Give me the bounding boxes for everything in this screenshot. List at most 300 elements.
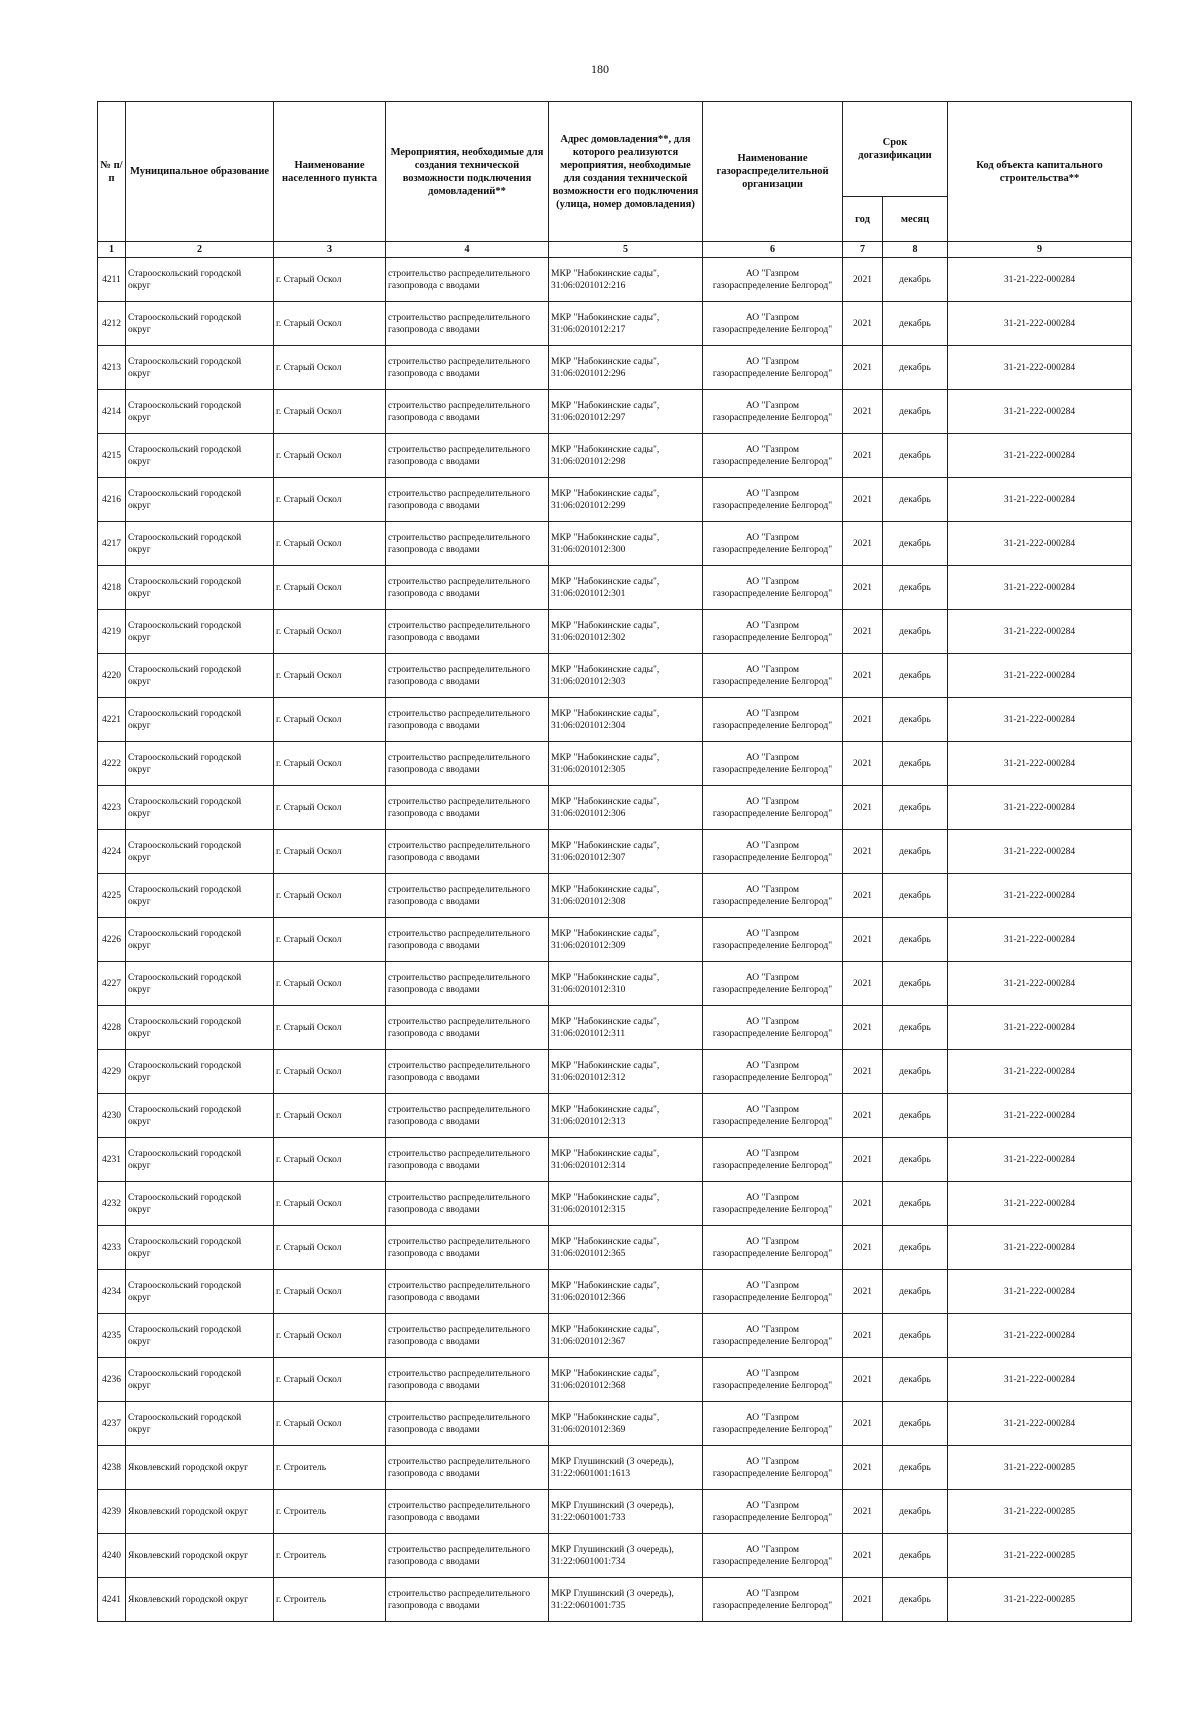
cell-municipality-line-2: округ	[128, 1424, 151, 1435]
cell-municipality-line-1: Яковлевский городской округ	[128, 1506, 249, 1517]
cell-locality: г. Старый Оскол	[274, 566, 386, 610]
cell-object-code: 31-21-222-000285	[948, 1534, 1132, 1578]
cell-activity	[386, 1182, 549, 1226]
header-num: № п/п	[98, 102, 126, 242]
cell-organization-line-2: газораспределение Белгород"	[712, 940, 833, 951]
cell-municipality	[126, 874, 274, 918]
cell-address	[549, 1226, 703, 1270]
cell-activity-line-2: газопровода с вводами	[388, 940, 480, 951]
cell-address	[549, 962, 703, 1006]
cell-object-code: 31-21-222-000284	[948, 1226, 1132, 1270]
cell-address	[549, 258, 703, 302]
cell-organization	[703, 1226, 843, 1270]
cell-municipality	[126, 830, 274, 874]
cell-address-line-2: 31:06:0201012:315	[551, 1204, 626, 1215]
cell-locality: г. Старый Оскол	[274, 478, 386, 522]
table-row	[98, 1226, 1132, 1270]
cell-organization-line-2: газораспределение Белгород"	[712, 1468, 833, 1479]
cell-municipality-line-1: Старооскольский городской	[128, 400, 242, 411]
cell-activity	[386, 258, 549, 302]
cell-object-code: 31-21-222-000284	[948, 698, 1132, 742]
cell-object-code: 31-21-222-000285	[948, 1446, 1132, 1490]
cell-activity-line-2: газопровода с вводами	[388, 1204, 480, 1215]
cell-month: декабрь	[883, 522, 948, 566]
cell-month: декабрь	[883, 566, 948, 610]
cell-row-number: 4229	[98, 1050, 126, 1094]
cell-organization-line-1: АО "Газпром	[745, 1368, 800, 1379]
table-row	[98, 742, 1132, 786]
cell-month: декабрь	[883, 1270, 948, 1314]
cell-activity-line-1: строительство распределительного	[388, 972, 531, 983]
cell-address-line-1: МКР "Набокинские сады",	[551, 356, 660, 367]
cell-address-line-2: 31:06:0201012:296	[551, 368, 626, 379]
cell-municipality	[126, 1270, 274, 1314]
cell-organization-line-2: газораспределение Белгород"	[712, 1248, 833, 1259]
cell-organization	[703, 258, 843, 302]
cell-municipality-line-2: округ	[128, 544, 151, 555]
cell-organization	[703, 698, 843, 742]
cell-activity-line-1: строительство распределительного	[388, 796, 531, 807]
cell-address-line-2: 31:06:0201012:368	[551, 1380, 626, 1391]
header-municipality: Муниципальное образование	[126, 102, 274, 242]
cell-municipality	[126, 566, 274, 610]
cell-activity-line-1: строительство распределительного	[388, 312, 531, 323]
cell-organization	[703, 874, 843, 918]
table-row	[98, 1138, 1132, 1182]
cell-locality: г. Старый Оскол	[274, 962, 386, 1006]
cell-organization-line-2: газораспределение Белгород"	[712, 1028, 833, 1039]
cell-address-line-1: МКР "Набокинские сады",	[551, 1104, 660, 1115]
cell-address-line-1: МКР "Набокинские сады",	[551, 1236, 660, 1247]
header-locality: Наименование населенного пункта	[274, 102, 386, 242]
cell-activity	[386, 522, 549, 566]
cell-organization	[703, 1534, 843, 1578]
cell-activity-line-1: строительство распределительного	[388, 1324, 531, 1335]
cell-address-line-2: 31:22:0601001:1613	[551, 1468, 631, 1479]
cell-address	[549, 478, 703, 522]
table-row	[98, 1006, 1132, 1050]
cell-organization-line-2: газораспределение Белгород"	[712, 588, 833, 599]
cell-organization	[703, 1402, 843, 1446]
cell-address	[549, 698, 703, 742]
cell-organization-line-2: газораспределение Белгород"	[712, 412, 833, 423]
cell-organization	[703, 918, 843, 962]
cell-municipality	[126, 698, 274, 742]
table-row	[98, 1402, 1132, 1446]
cell-month: декабрь	[883, 698, 948, 742]
table-row	[98, 1490, 1132, 1534]
cell-activity	[386, 1226, 549, 1270]
cell-activity	[386, 962, 549, 1006]
cell-organization	[703, 1006, 843, 1050]
table-row	[98, 610, 1132, 654]
cell-municipality	[126, 654, 274, 698]
cell-month: декабрь	[883, 302, 948, 346]
cell-year: 2021	[843, 1578, 883, 1622]
table-header-row	[98, 102, 1132, 197]
cell-municipality-line-1: Старооскольский городской	[128, 664, 242, 675]
cell-object-code: 31-21-222-000284	[948, 654, 1132, 698]
cell-organization-line-1: АО "Газпром	[745, 1324, 800, 1335]
cell-year: 2021	[843, 830, 883, 874]
cell-month: декабрь	[883, 434, 948, 478]
cell-activity-line-2: газопровода с вводами	[388, 764, 480, 775]
table-row	[98, 830, 1132, 874]
cell-address	[549, 786, 703, 830]
cell-municipality-line-1: Старооскольский городской	[128, 796, 242, 807]
cell-activity-line-1: строительство распределительного	[388, 444, 531, 455]
cell-object-code: 31-21-222-000284	[948, 742, 1132, 786]
cell-organization-line-1: АО "Газпром	[745, 1148, 800, 1159]
cell-activity	[386, 390, 549, 434]
cell-municipality	[126, 1094, 274, 1138]
cell-locality: г. Строитель	[274, 1534, 386, 1578]
cell-object-code: 31-21-222-000284	[948, 566, 1132, 610]
cell-address-line-1: МКР "Набокинские сады",	[551, 576, 660, 587]
cell-address-line-1: МКР "Набокинские сады",	[551, 708, 660, 719]
cell-locality: г. Старый Оскол	[274, 346, 386, 390]
cell-activity	[386, 1094, 549, 1138]
cell-activity	[386, 1006, 549, 1050]
cell-address	[549, 1270, 703, 1314]
cell-organization-line-2: газораспределение Белгород"	[712, 324, 833, 335]
table-row	[98, 566, 1132, 610]
cell-address	[549, 566, 703, 610]
cell-address-line-2: 31:06:0201012:308	[551, 896, 626, 907]
cell-organization-line-2: газораспределение Белгород"	[712, 456, 833, 467]
cell-object-code: 31-21-222-000284	[948, 1314, 1132, 1358]
column-number: 7	[843, 242, 883, 258]
cell-organization	[703, 1094, 843, 1138]
cell-month: декабрь	[883, 1006, 948, 1050]
cell-locality: г. Строитель	[274, 1578, 386, 1622]
cell-organization-line-2: газораспределение Белгород"	[712, 764, 833, 775]
cell-activity-line-2: газопровода с вводами	[388, 720, 480, 731]
cell-address	[549, 918, 703, 962]
cell-year: 2021	[843, 742, 883, 786]
cell-activity-line-2: газопровода с вводами	[388, 1116, 480, 1127]
cell-organization-line-1: АО "Газпром	[745, 1544, 800, 1555]
cell-municipality-line-1: Яковлевский городской округ	[128, 1594, 249, 1605]
cell-activity	[386, 1402, 549, 1446]
cell-address	[549, 1182, 703, 1226]
cell-organization	[703, 1358, 843, 1402]
cell-organization-line-1: АО "Газпром	[745, 796, 800, 807]
cell-address-line-1: МКР "Набокинские сады",	[551, 884, 660, 895]
cell-address	[549, 874, 703, 918]
cell-address-line-2: 31:22:0601001:735	[551, 1600, 626, 1611]
cell-organization-line-1: АО "Газпром	[745, 928, 800, 939]
cell-activity-line-1: строительство распределительного	[388, 840, 531, 851]
cell-municipality	[126, 302, 274, 346]
cell-address-line-2: 31:06:0201012:301	[551, 588, 626, 599]
cell-locality: г. Старый Оскол	[274, 610, 386, 654]
cell-organization	[703, 346, 843, 390]
cell-address-line-1: МКР "Набокинские сады",	[551, 1412, 660, 1423]
cell-activity-line-2: газопровода с вводами	[388, 368, 480, 379]
cell-activity-line-2: газопровода с вводами	[388, 456, 480, 467]
cell-locality: г. Старый Оскол	[274, 918, 386, 962]
cell-month: декабрь	[883, 1050, 948, 1094]
cell-municipality-line-1: Старооскольский городской	[128, 268, 242, 279]
cell-organization-line-2: газораспределение Белгород"	[712, 984, 833, 995]
cell-organization	[703, 786, 843, 830]
cell-address	[549, 1094, 703, 1138]
cell-address	[549, 1358, 703, 1402]
cell-organization	[703, 654, 843, 698]
cell-municipality-line-2: округ	[128, 852, 151, 863]
cell-month: декабрь	[883, 654, 948, 698]
cell-address	[549, 610, 703, 654]
table-row	[98, 522, 1132, 566]
cell-activity-line-1: строительство распределительного	[388, 400, 531, 411]
cell-activity-line-1: строительство распределительного	[388, 1588, 531, 1599]
cell-address-line-2: 31:06:0201012:303	[551, 676, 626, 687]
cell-organization-line-1: АО "Газпром	[745, 576, 800, 587]
cell-row-number: 4241	[98, 1578, 126, 1622]
cell-object-code: 31-21-222-000284	[948, 918, 1132, 962]
cell-organization	[703, 962, 843, 1006]
cell-month: декабрь	[883, 1226, 948, 1270]
cell-activity	[386, 698, 549, 742]
cell-municipality-line-1: Старооскольский городской	[128, 1060, 242, 1071]
cell-year: 2021	[843, 874, 883, 918]
cell-row-number: 4231	[98, 1138, 126, 1182]
cell-address-line-2: 31:06:0201012:310	[551, 984, 626, 995]
cell-activity-line-2: газопровода с вводами	[388, 324, 480, 335]
cell-address-line-1: МКР "Набокинские сады",	[551, 444, 660, 455]
cell-row-number: 4226	[98, 918, 126, 962]
cell-activity	[386, 566, 549, 610]
cell-municipality-line-2: округ	[128, 412, 151, 423]
cell-activity-line-1: строительство распределительного	[388, 488, 531, 499]
table-row	[98, 786, 1132, 830]
cell-locality: г. Старый Оскол	[274, 302, 386, 346]
cell-activity-line-2: газопровода с вводами	[388, 500, 480, 511]
cell-activity-line-1: строительство распределительного	[388, 532, 531, 543]
cell-organization-line-2: газораспределение Белгород"	[712, 720, 833, 731]
cell-activity-line-2: газопровода с вводами	[388, 1292, 480, 1303]
column-number: 3	[274, 242, 386, 258]
column-number: 6	[703, 242, 843, 258]
cell-activity-line-2: газопровода с вводами	[388, 1424, 480, 1435]
cell-year: 2021	[843, 1094, 883, 1138]
cell-organization-line-1: АО "Газпром	[745, 1236, 800, 1247]
cell-municipality-line-2: округ	[128, 632, 151, 643]
cell-activity	[386, 1138, 549, 1182]
cell-row-number: 4235	[98, 1314, 126, 1358]
cell-activity	[386, 786, 549, 830]
cell-municipality	[126, 1358, 274, 1402]
cell-locality: г. Старый Оскол	[274, 742, 386, 786]
cell-activity-line-2: газопровода с вводами	[388, 588, 480, 599]
cell-activity-line-2: газопровода с вводами	[388, 1556, 480, 1567]
cell-organization	[703, 1578, 843, 1622]
cell-month: декабрь	[883, 1094, 948, 1138]
cell-organization-line-1: АО "Газпром	[745, 1060, 800, 1071]
cell-activity-line-2: газопровода с вводами	[388, 1072, 480, 1083]
cell-municipality-line-2: округ	[128, 1160, 151, 1171]
cell-activity-line-1: строительство распределительного	[388, 1544, 531, 1555]
cell-locality: г. Старый Оскол	[274, 786, 386, 830]
cell-organization	[703, 1182, 843, 1226]
cell-row-number: 4234	[98, 1270, 126, 1314]
cell-year: 2021	[843, 346, 883, 390]
cell-year: 2021	[843, 522, 883, 566]
cell-object-code: 31-21-222-000284	[948, 1006, 1132, 1050]
cell-organization-line-1: АО "Газпром	[745, 488, 800, 499]
cell-address-line-2: 31:06:0201012:366	[551, 1292, 626, 1303]
cell-address-line-1: МКР Глушинский (3 очередь),	[551, 1544, 674, 1555]
table-row	[98, 1446, 1132, 1490]
cell-year: 2021	[843, 962, 883, 1006]
cell-month: декабрь	[883, 962, 948, 1006]
cell-organization-line-2: газораспределение Белгород"	[712, 1600, 833, 1611]
cell-municipality-line-2: округ	[128, 984, 151, 995]
header-code: Код объекта капитального строительства**	[948, 102, 1132, 242]
cell-row-number: 4239	[98, 1490, 126, 1534]
table-row	[98, 918, 1132, 962]
header-organization: Наименование газораспределительной организации	[703, 102, 843, 242]
cell-organization-line-1: АО "Газпром	[745, 400, 800, 411]
table-row	[98, 390, 1132, 434]
cell-municipality-line-1: Старооскольский городской	[128, 972, 242, 983]
cell-address-line-1: МКР "Набокинские сады",	[551, 1016, 660, 1027]
cell-activity	[386, 610, 549, 654]
cell-year: 2021	[843, 1534, 883, 1578]
cell-municipality-line-1: Старооскольский городской	[128, 1016, 242, 1027]
cell-municipality-line-1: Старооскольский городской	[128, 1236, 242, 1247]
cell-month: декабрь	[883, 390, 948, 434]
cell-row-number: 4222	[98, 742, 126, 786]
cell-month: декабрь	[883, 346, 948, 390]
cell-address-line-1: МКР "Набокинские сады",	[551, 488, 660, 499]
cell-address-line-2: 31:06:0201012:314	[551, 1160, 626, 1171]
cell-address-line-1: МКР "Набокинские сады",	[551, 1148, 660, 1159]
cell-municipality-line-1: Старооскольский городской	[128, 1368, 242, 1379]
cell-activity-line-2: газопровода с вводами	[388, 632, 480, 643]
cell-object-code: 31-21-222-000284	[948, 786, 1132, 830]
cell-year: 2021	[843, 1226, 883, 1270]
cell-organization	[703, 610, 843, 654]
cell-month: декабрь	[883, 1314, 948, 1358]
cell-municipality-line-1: Старооскольский городской	[128, 532, 242, 543]
header-year: год	[843, 197, 883, 242]
cell-organization	[703, 566, 843, 610]
cell-organization	[703, 1050, 843, 1094]
cell-municipality-line-2: округ	[128, 1116, 151, 1127]
column-number: 8	[883, 242, 948, 258]
cell-municipality-line-1: Старооскольский городской	[128, 620, 242, 631]
cell-activity-line-2: газопровода с вводами	[388, 280, 480, 291]
cell-year: 2021	[843, 918, 883, 962]
cell-activity	[386, 742, 549, 786]
cell-object-code: 31-21-222-000285	[948, 1578, 1132, 1622]
cell-organization-line-1: АО "Газпром	[745, 664, 800, 675]
cell-activity-line-1: строительство распределительного	[388, 1016, 531, 1027]
cell-month: декабрь	[883, 1358, 948, 1402]
cell-year: 2021	[843, 258, 883, 302]
cell-municipality-line-2: округ	[128, 676, 151, 687]
cell-organization-line-1: АО "Газпром	[745, 1456, 800, 1467]
header-activity: Мероприятия, необходимые для создания технической возможности подключения домовладений**	[386, 102, 549, 242]
cell-activity-line-2: газопровода с вводами	[388, 1160, 480, 1171]
table-row	[98, 1094, 1132, 1138]
cell-organization-line-1: АО "Газпром	[745, 444, 800, 455]
cell-address-line-1: МКР "Набокинские сады",	[551, 1060, 660, 1071]
cell-activity-line-2: газопровода с вводами	[388, 412, 480, 423]
cell-address	[549, 302, 703, 346]
cell-year: 2021	[843, 610, 883, 654]
cell-row-number: 4240	[98, 1534, 126, 1578]
cell-address	[549, 1402, 703, 1446]
cell-object-code: 31-21-222-000284	[948, 390, 1132, 434]
table-row	[98, 346, 1132, 390]
cell-object-code: 31-21-222-000284	[948, 302, 1132, 346]
table-row	[98, 478, 1132, 522]
cell-activity-line-1: строительство распределительного	[388, 620, 531, 631]
cell-address-line-2: 31:06:0201012:307	[551, 852, 626, 863]
cell-locality: г. Старый Оскол	[274, 1182, 386, 1226]
cell-row-number: 4217	[98, 522, 126, 566]
cell-address-line-2: 31:06:0201012:311	[551, 1028, 626, 1039]
cell-object-code: 31-21-222-000284	[948, 1050, 1132, 1094]
cell-municipality-line-2: округ	[128, 1204, 151, 1215]
cell-address	[549, 346, 703, 390]
cell-municipality-line-1: Яковлевский городской округ	[128, 1462, 249, 1473]
cell-address	[549, 1578, 703, 1622]
cell-municipality	[126, 1314, 274, 1358]
cell-municipality-line-2: округ	[128, 368, 151, 379]
cell-year: 2021	[843, 302, 883, 346]
cell-year: 2021	[843, 478, 883, 522]
cell-address-line-2: 31:22:0601001:734	[551, 1556, 626, 1567]
cell-activity	[386, 1446, 549, 1490]
cell-municipality-line-2: округ	[128, 940, 151, 951]
cell-municipality-line-2: округ	[128, 1292, 151, 1303]
cell-row-number: 4237	[98, 1402, 126, 1446]
table-row	[98, 258, 1132, 302]
table-row	[98, 1358, 1132, 1402]
cell-locality: г. Старый Оскол	[274, 1402, 386, 1446]
cell-activity-line-2: газопровода с вводами	[388, 1512, 480, 1523]
cell-year: 2021	[843, 1358, 883, 1402]
cell-address-line-2: 31:06:0201012:300	[551, 544, 626, 555]
cell-address-line-1: МКР "Набокинские сады",	[551, 620, 660, 631]
cell-row-number: 4218	[98, 566, 126, 610]
cell-municipality-line-2: округ	[128, 1248, 151, 1259]
cell-municipality	[126, 1578, 274, 1622]
page-number: 180	[591, 62, 609, 76]
cell-address	[549, 742, 703, 786]
cell-row-number: 4219	[98, 610, 126, 654]
cell-organization	[703, 478, 843, 522]
cell-organization-line-2: газораспределение Белгород"	[712, 632, 833, 643]
cell-address	[549, 830, 703, 874]
cell-activity	[386, 1314, 549, 1358]
cell-organization-line-1: АО "Газпром	[745, 1104, 800, 1115]
cell-activity-line-2: газопровода с вводами	[388, 984, 480, 995]
cell-locality: г. Строитель	[274, 1446, 386, 1490]
cell-activity-line-1: строительство распределительного	[388, 1148, 531, 1159]
cell-year: 2021	[843, 1006, 883, 1050]
cell-municipality-line-2: округ	[128, 588, 151, 599]
cell-month: декабрь	[883, 1578, 948, 1622]
cell-organization-line-2: газораспределение Белгород"	[712, 280, 833, 291]
cell-object-code: 31-21-222-000284	[948, 1182, 1132, 1226]
cell-activity-line-1: строительство распределительного	[388, 1236, 531, 1247]
cell-address	[549, 1446, 703, 1490]
